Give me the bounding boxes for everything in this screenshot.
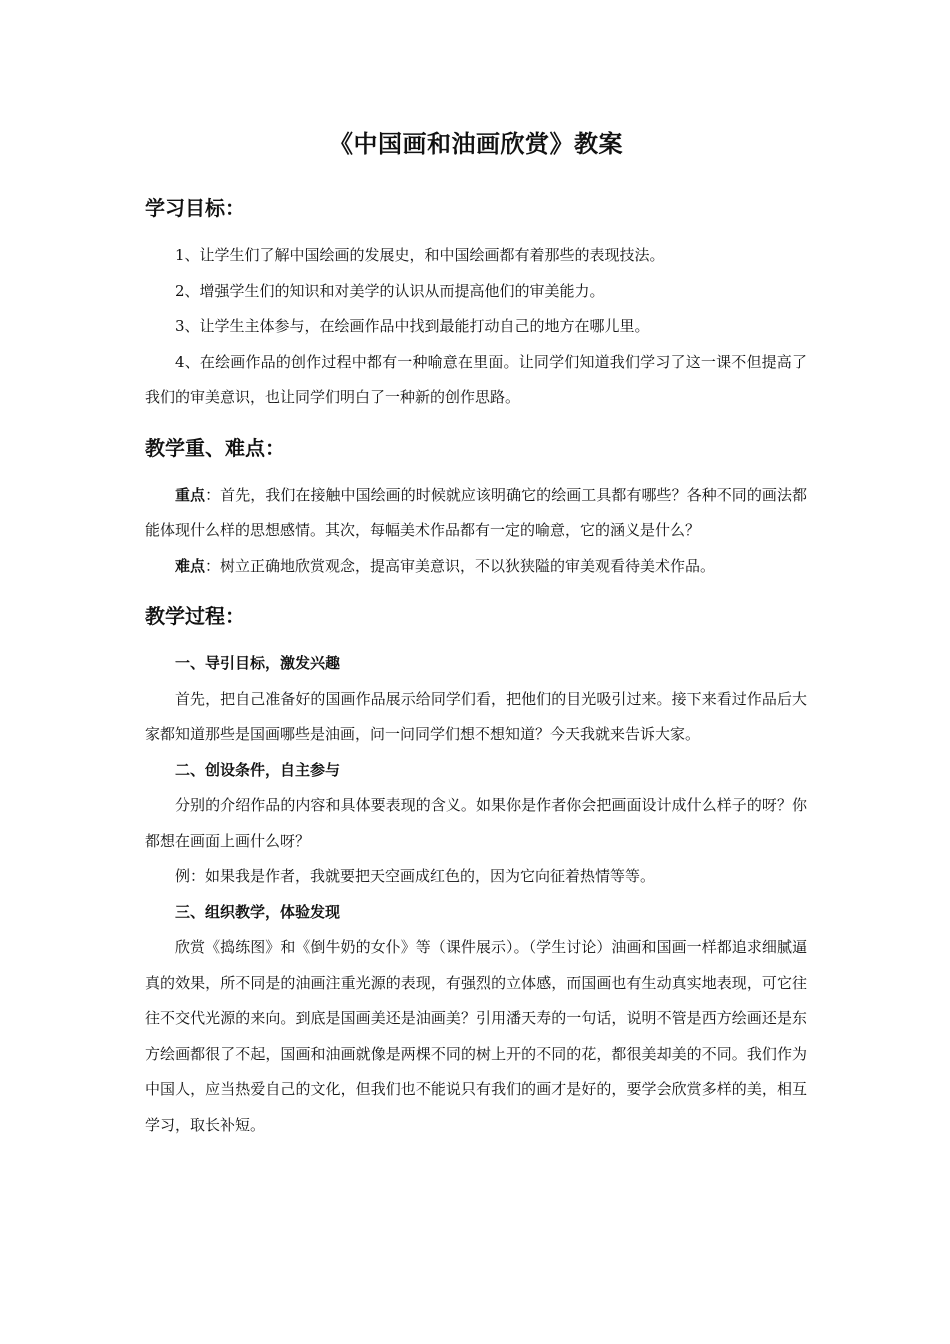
goal-item: 2、增强学生们的知识和对美学的认识从而提高他们的审美能力。 [175,281,605,300]
learning-goals-heading: 学习目标： [145,196,245,220]
teaching-process-section [145,602,807,1143]
document-page [145,118,807,1143]
goal-item: 4、在绘画作品的创作过程中都有一种喻意在里面。让同学们知道我们学习了这一课不但提高了我们的审美意识，也让同学们明白了一种新的创作思路。 [145,352,807,406]
process-step-title: 二、创设条件，自主参与 [175,760,341,779]
document-title: 《中国画和油画欣赏》教案 [329,130,623,158]
difficulty-label: 难点 [175,556,206,575]
key-difficult-points-heading: 教学重、难点： [145,435,285,460]
process-step-paragraph: 例：如果我是作者，我就要把天空画成红色的，因为它向征着热情等等。 [175,867,656,885]
process-step-paragraph: 分别的介绍作品的内容和具体要表现的含义。如果你是作者你会把画面设计成什么样子的呀？你都想在画面上画什么呀？ [145,796,807,850]
process-step-title: 一、导引目标，激发兴趣 [175,654,341,672]
learning-goals-section [145,194,807,416]
difficulty-paragraph [145,549,807,585]
process-step-title: 三、组织教学，体验发现 [175,902,341,921]
key-difficult-points-section [145,434,807,585]
focus-label: 重点 [175,485,206,504]
difficulty-text: ：树立正确地欣赏观念，提高审美意识，不以狄狭隘的审美观看待美术作品。 [205,556,716,575]
goal-item: 1、让学生们了解中国绘画的发展史，和中国绘画都有着那些的表现技法。 [175,246,665,264]
goal-item: 3、让学生主体参与，在绘画作品中找到最能打动自己的地方在哪儿里。 [175,317,650,335]
teaching-process-heading: 教学过程： [145,604,245,628]
focus-text: ：首先，我们在接触中国绘画的时候就应该明确它的绘画工具都有哪些？各种不同的画法都能体现什么样的思想感情。其次，每幅美术作品都有一定的喻意，它的涵义是什么？ [145,485,807,539]
process-step-paragraph: 欣赏《捣练图》和《倒牛奶的女仆》等（课件展示）。（学生讨论）油画和国画一样都追求细腻逼真的效果，所不同是的油画注重光源的表现，有强烈的立体感，而国画也有生动真实地表现，可它往往不交代光源的来向。到底是国画美还是油画美？引用潘天寿的一句话，说明不管是西方绘画还是东方绘画都很了不起，国画和油画就像是两棵不同的树上开的不同的花，都很美却美的不同。我们作为中国人，应当热爱自己的文化，但我们也不能说只有我们的画才是好的，要学会欣赏多样的美，相互学习，取长补短。 [145,938,807,1134]
focus-paragraph [145,478,807,549]
process-step-paragraph: 首先，把自己准备好的国画作品展示给同学们看，把他们的目光吸引过来。接下来看过作品后大家都知道那些是国画哪些是油画，问一问同学们想不想知道？今天我就来告诉大家。 [145,689,807,743]
